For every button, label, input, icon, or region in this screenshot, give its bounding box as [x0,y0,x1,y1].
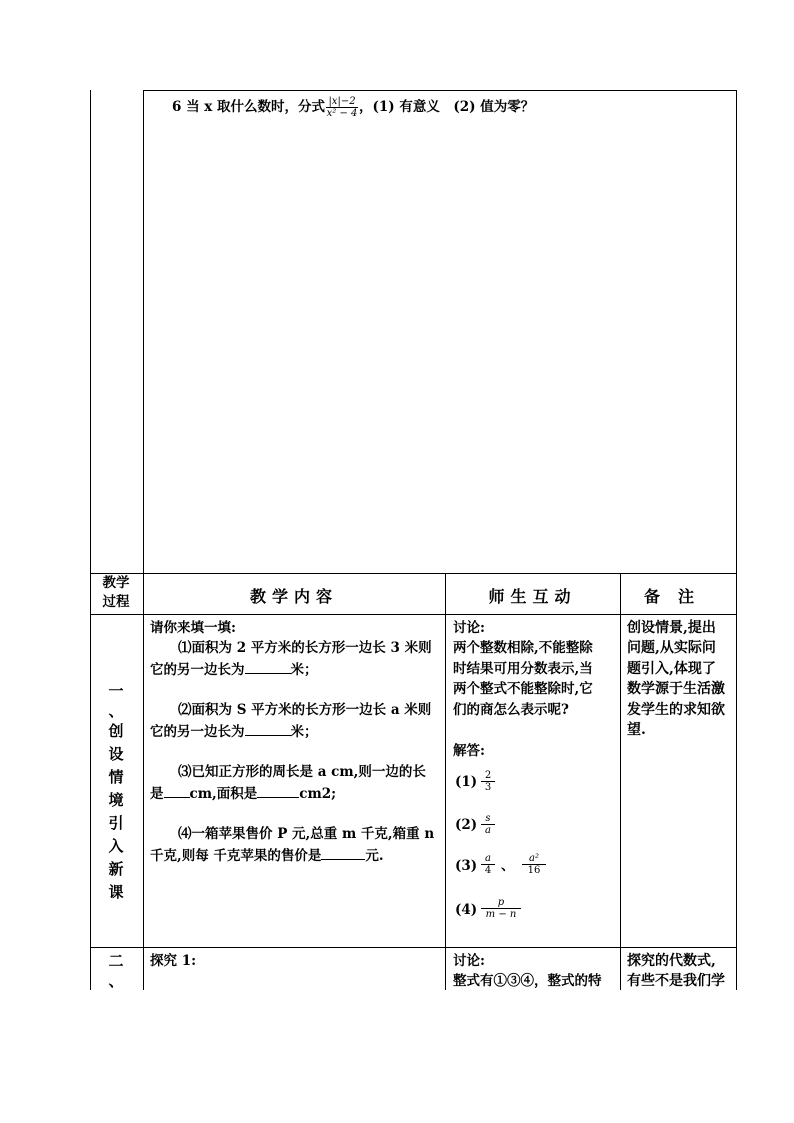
answer-1-numerator: 2 [484,770,492,781]
answer-label: 解答: [453,743,485,759]
answer-4-denominator: m − n [481,908,521,920]
q3-blank-side[interactable] [164,783,190,798]
answer-3-numerator-a: a [485,853,491,864]
q3-text-b: cm,面积是 [189,786,258,802]
answer-4-label: (4) [455,902,478,918]
header-process [98,574,134,612]
header-process-text: 教学过程 [102,575,130,610]
q4-text: 千克,则每 千克苹果的售价是 [150,848,322,864]
section-1-char: 境 [108,791,124,809]
q2-text: 它的另一边长为 [150,724,245,740]
answer-3-label: (3) [455,858,478,874]
notes-line-5: 发学生的求知欲 [627,702,725,718]
q1-line-2 [150,659,318,681]
section-2-discuss-line: 整式有①③④，整式的特 [453,973,602,989]
q2-line-2 [150,721,318,743]
answer-2-label: (2) [455,817,478,833]
section-1-char: 、 [108,702,124,720]
q2-unit: 米； [290,724,318,740]
header-content: 教学内容 [249,587,338,606]
section-2-notes-line-2: 有些不是我们学 [627,973,725,989]
q1-unit: 米； [290,662,318,678]
discuss-line-3: 两个整式不能整除时,它 [453,681,593,697]
answer-2-denominator: a [481,824,495,836]
q4-line-1: ⑷一箱苹果售价 P 元,总重 m 千克,箱重 n [178,826,435,842]
section-2-char: 、 [108,972,124,990]
discuss-line-1: 两个整数相除,不能整除 [453,640,593,656]
q3-line-2 [150,783,336,805]
q1-blank[interactable] [245,659,291,674]
question-6-suffix: ，(1) 有意义 (2) 值为零？ [359,99,535,115]
section-1-char: 入 [108,837,124,855]
question-6-prefix: 6 当 x 取什么数时，分式 [172,99,326,115]
section-1-char: 引 [108,814,124,832]
page-bottom-margin [0,990,794,1123]
section-1-char: 课 [108,883,124,901]
notes-line-3: 题引入,体现了 [627,661,716,677]
section-1-char: 情 [108,768,124,786]
q4-line-2 [150,845,384,867]
question-6-fraction [326,96,358,119]
section-1-char: 创 [108,722,124,740]
section-1-char: 设 [108,745,124,763]
explore-1-label: 探究 1: [150,953,197,969]
header-notes: 备注 [643,587,712,606]
answer-3-denominator-b: 16 [522,864,546,876]
q2-blank[interactable] [245,721,291,736]
section-2-notes-line-1: 探究的代数式, [627,953,716,969]
answer-3-numerator-b: a² [529,853,539,864]
section-2-discuss: 讨论: [453,953,485,969]
discuss-line-2: 时结果可用分数表示,当 [453,661,593,677]
answer-3-fraction-a [481,853,495,876]
answer-2-fraction [481,813,495,836]
section-2-char: 二 [108,952,124,970]
question-6-numerator: |x|−2 [328,96,356,107]
q3-blank-area[interactable] [257,783,299,798]
q1-text: 它的另一边长为 [150,662,245,678]
q4-unit: 元. [365,848,384,864]
answer-1-label: (1) [455,774,478,790]
answer-3-denominator-a: 4 [481,864,495,876]
discuss-label: 讨论: [453,620,485,636]
q3-text-a: 是 [150,786,164,802]
fill-in-intro: 请你来填一填: [150,620,236,636]
notes-line-6: 望. [627,722,646,738]
answer-3-fraction-b [522,853,546,876]
notes-line-2: 问题,从实际问 [627,640,716,656]
answer-3-separator: 、 [501,858,515,874]
discuss-line-4: 们的商怎么表示呢? [453,702,569,718]
answer-2-numerator: s [485,813,491,824]
notes-line-4: 数学源于生活激 [627,681,725,697]
answer-4-fraction [481,897,521,920]
q3-unit: cm2; [299,786,337,802]
answer-1-fraction [481,770,495,793]
q3-line-1: ⑶已知正方形的周长是 a cm,则一边的长 [178,764,426,780]
section-1-char: 一 [108,682,124,700]
question-6-denominator: x² − 4 [326,108,358,119]
answer-4-numerator: p [497,897,505,908]
header-interaction: 师生互动 [488,587,577,606]
section-1-char: 新 [108,860,124,878]
q2-line-1: ⑵面积为 S 平方米的长方形一边长 a 米则 [178,702,432,718]
answer-1-denominator: 3 [481,781,495,793]
q1-line-1: ⑴面积为 2 平方米的长方形一边长 3 米则 [178,640,432,656]
q4-blank[interactable] [321,845,365,860]
notes-line-1: 创设情景,提出 [627,620,716,636]
